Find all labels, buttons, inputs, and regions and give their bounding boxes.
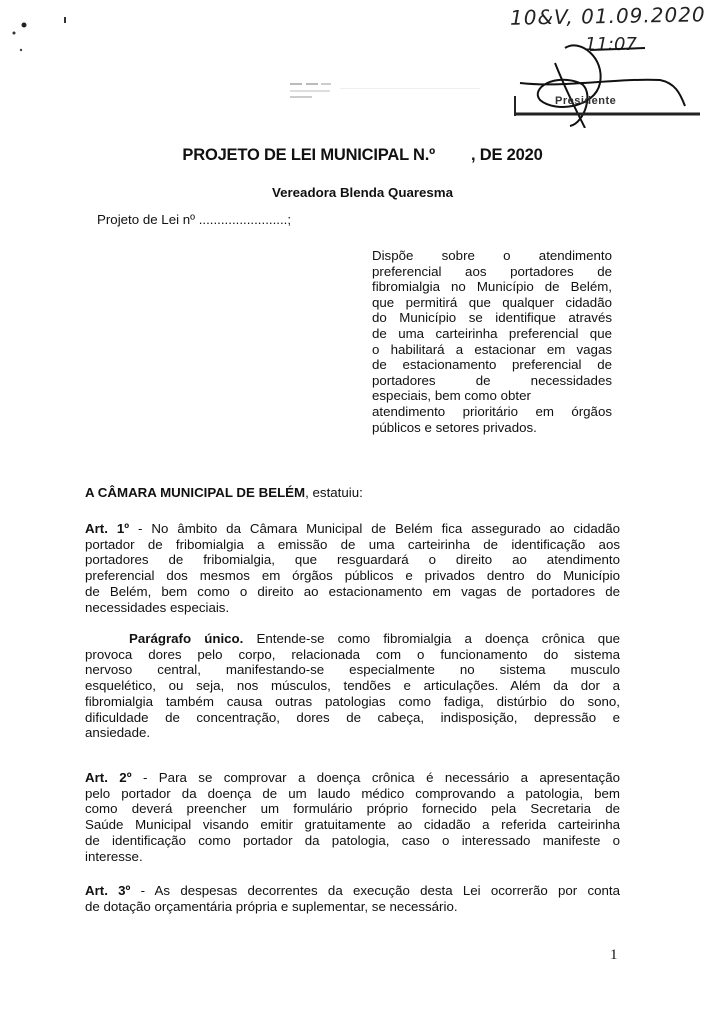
paragraph-line: fibromialgia também causa outras patologias como fadiga, distúrbio do sono, bbox=[85, 693, 620, 709]
article-line: - Para se comprovar a doença crônica é necessário a apresentação bbox=[131, 770, 620, 785]
article-line: - As despesas decorrentes da execução desta Lei ocorrerão por conta bbox=[130, 883, 620, 898]
article-label: Art. 2º bbox=[85, 770, 132, 785]
signature-scribble bbox=[495, 28, 715, 128]
article-2 bbox=[85, 770, 620, 864]
article-line: como deverá preencher um formulário próprio fornecido pela Secretaria de bbox=[85, 801, 620, 817]
ementa-line: fibromialgia no Município de Belém, bbox=[372, 279, 612, 295]
preamble-rest: , estatuiu: bbox=[305, 485, 363, 500]
paragraph-line: nervoso central, manifestando-se especialmente no sistema musculo bbox=[85, 662, 620, 678]
author: Vereadora Blenda Quaresma bbox=[271, 185, 454, 200]
article-line: preferencial dos mesmos em órgãos públicos e privados dentro do Município bbox=[85, 568, 620, 584]
paragrafo-unico bbox=[85, 631, 620, 741]
article-label: Art. 1º bbox=[85, 521, 130, 536]
paragraph-line: esquelético, ou seja, nos músculos, tendões e articulações. Além da dor a bbox=[85, 678, 620, 694]
article-line: portadores de fribomialgia, que resguardará o direito ao atendimento bbox=[85, 552, 620, 568]
ementa-line: públicos e setores privados. bbox=[372, 419, 537, 435]
title-left: PROJETO DE LEI MUNICIPAL N.º bbox=[182, 146, 435, 164]
paragraph-label: Parágrafo único. bbox=[129, 631, 244, 646]
ementa-line: o habilitará a estacionar em vagas bbox=[372, 341, 612, 357]
ementa-line: que permitirá que qualquer cidadão bbox=[372, 294, 612, 310]
faint-stamp bbox=[290, 80, 490, 110]
ementa-line: portadores de necessidades bbox=[372, 372, 612, 388]
ementa-line: atendimento prioritário em órgãos bbox=[372, 403, 612, 419]
ementa-line: Dispõe sobre o atendimento bbox=[372, 248, 612, 263]
article-line: de Belém, bem como o direito ao estacionamento em vagas de portadores de bbox=[85, 583, 620, 599]
article-line: de identificação como portador da patologia, caso o interessado manifeste o bbox=[85, 832, 620, 848]
paragraph-line: provoca dores pelo corpo, relacionada com o funcionamento do sistema bbox=[85, 646, 620, 662]
paragraph-line: dificuldade de concentração, dores de cabeça, indisposição, depressão e bbox=[85, 709, 620, 725]
ementa-line: de estacionamento preferencial de bbox=[372, 357, 612, 373]
ementa-line: especiais, bem como obter bbox=[372, 388, 531, 404]
ementa-line: preferencial aos portadores de bbox=[372, 263, 612, 279]
article-line: necessidades especiais. bbox=[85, 599, 230, 615]
project-number-line: Projeto de Lei nº ........................; bbox=[97, 212, 292, 227]
article-line: portador de fribomialgia a emissão de uma carteirinha de identificação aos bbox=[85, 536, 620, 552]
paragraph-line: Entende-se como fibromialgia a doença crônica que bbox=[243, 631, 620, 646]
scan-specks bbox=[0, 0, 80, 60]
article-line: de dotação orçamentária própria e suplementar, se necessário. bbox=[85, 898, 458, 914]
ementa-line: de uma carteirinha preferencial que bbox=[372, 325, 612, 341]
page-number: 1 bbox=[610, 947, 618, 963]
article-1 bbox=[85, 521, 620, 615]
signature-label: Presidente bbox=[555, 95, 617, 107]
article-label: Art. 3º bbox=[85, 883, 131, 898]
document-title bbox=[0, 146, 725, 165]
ementa-line: do Município se identifique através bbox=[372, 310, 612, 326]
article-line: interesse. bbox=[85, 848, 143, 864]
protocol-date-handwritten: 10&V, 01.09.2020 bbox=[509, 2, 706, 30]
protocol-time-handwritten: 11:07 bbox=[585, 34, 637, 55]
article-3 bbox=[85, 883, 620, 914]
article-line: pelo portador da doença de um laudo médico comprovando a patologia, bem bbox=[85, 785, 620, 801]
title-right: , DE 2020 bbox=[470, 146, 543, 164]
preamble bbox=[85, 485, 363, 500]
article-line: Saúde Municipal visando emitir gratuitamente ao cidadão a referida carteirinha bbox=[85, 817, 620, 833]
ementa bbox=[372, 248, 612, 435]
paragraph-line: ansiedade. bbox=[85, 725, 151, 741]
article-line: - No âmbito da Câmara Municipal de Belém fica assegurado ao cidadão bbox=[129, 521, 620, 536]
preamble-bold: A CÂMARA MUNICIPAL DE BELÉM bbox=[85, 485, 306, 500]
